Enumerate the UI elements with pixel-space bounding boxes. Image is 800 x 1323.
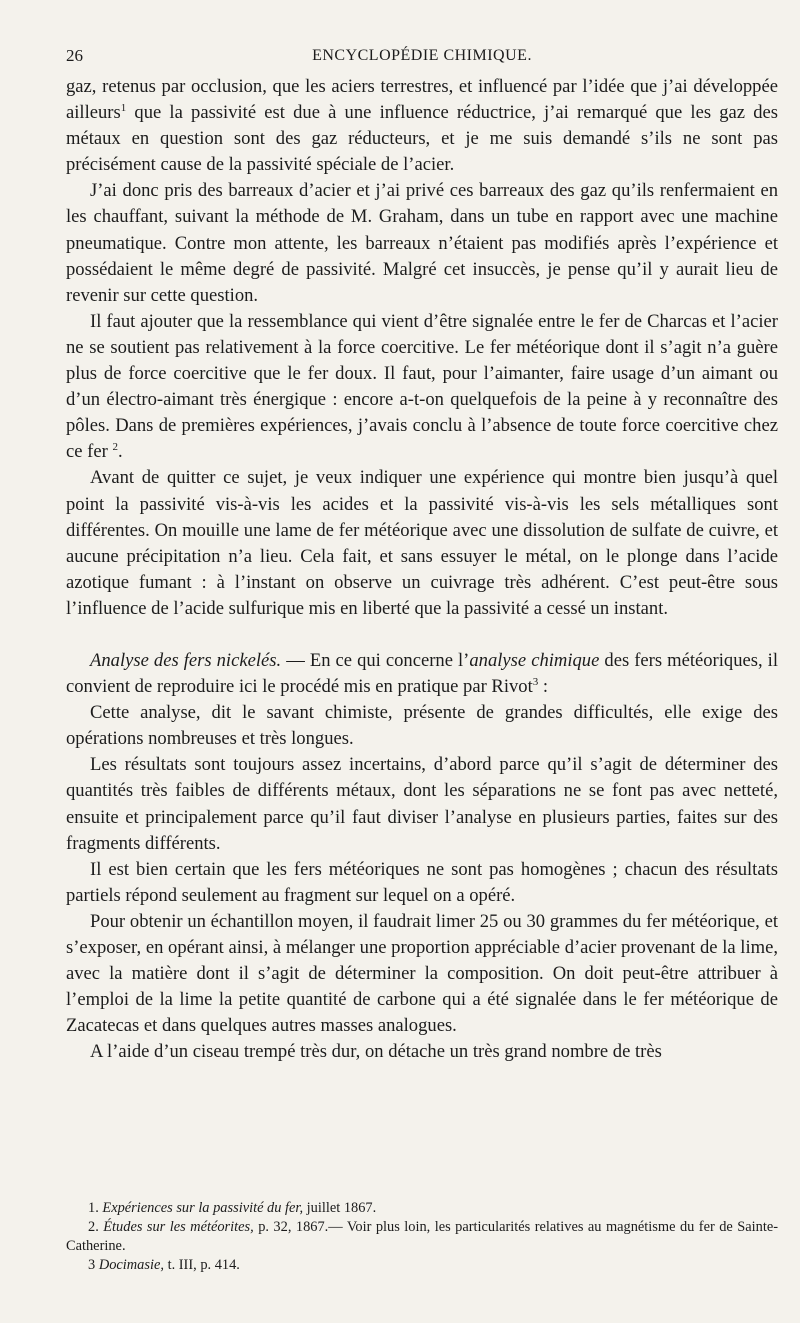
section-analyse-fers-nickeles: Analyse des fers nickelés. — En ce qui concerne l’analyse chimique des fers météoriques, il convient de reproduire ici le procédé mis en pratique par Rivot$^3$ : xyxy=(66,649,779,698)
footnote-ref-2[interactable]: 2 xyxy=(112,441,118,454)
running-title: ENCYCLOPÉDIE CHIMIQUE. xyxy=(312,47,532,64)
footnote-1: 1. Expériences sur la passivité du fer, juillet 1867. xyxy=(88,1200,377,1216)
body-text xyxy=(66,74,778,1065)
paragraph-8: Il est bien certain que les fers météoriques ne sont pas homogènes ; chacun des résultats partiels répond seulement au fragment sur lequel on a opéré. xyxy=(66,858,778,906)
section-heading: Analyse des fers nickelés. xyxy=(90,649,282,671)
page-number: 26 xyxy=(66,46,83,65)
paragraph-7: Les résultats sont toujours assez incertains, d’abord parce qu’il s’agit de déterminer des quantités très faibles de différents métaux, dont les séparations ne se font pas avec netteté, ensuite et principalement parce qu’il faut diviser l’analyse en plusieurs parties, faites sur des fragments différents. xyxy=(66,754,778,854)
paragraph-3: Il faut ajouter que la ressemblance qui vient d’être signalée entre le fer de Charcas et l’acier ne se soutient pas relativement à la force coercitive. Le fer météorique dont il s’agit n’a guère plus de force coercitive que le fer doux. Il faut, pour l’aimanter, faire usage d’un aimant ou d’un électro-aimant très énergique : encore a-t-on quelquefois de la peine à y reconnaître des pôles. Dans de premières expériences, j’avais conclu à l’absence de toute force coercitive chez ce fer $^2$. xyxy=(66,310,778,463)
footnote-ref-3[interactable]: 3 xyxy=(532,675,539,688)
paragraph-6: Cette analyse, dit le savant chimiste, présente de grandes difficultés, elle exige des opérations nombreuses et très longues. xyxy=(66,702,778,750)
paragraph-4: Avant de quitter ce sujet, je veux indiquer une expérience qui montre bien jusqu’à quel point la passivité vis-à-vis les acides et la passivité vis-à-vis les sels métalliques sont différentes. On mouille une lame de fer météorique avec une dissolution de sulfate de cuivre, et aucune précipitation n’a lieu. Cela fait, et sans essuyer le métal, on le plonge dans l’acide azotique fumant : à l’instant on observe un cuivrage très adhérent. C’est peut-être sous l’influence de l’acide sulfurique mis en liberté que la passivité a cessé un instant. xyxy=(66,467,778,619)
footnote-3: 3 Docimasie, t. III, p. 414. xyxy=(88,1257,240,1273)
page-header xyxy=(66,46,778,72)
footnotes xyxy=(66,1199,778,1275)
paragraph-1: gaz, retenus par occlusion, que les aciers terrestres, et influencé par l’idée que j’ai développée ailleurs$^1$ que la passivité est due à une influence réductrice, j’ai remarqué que les gaz des métaux en question sont des gaz réducteurs, et je me suis demandé s’ils ne sont pas précisément cause de la passivité spéciale de l’acier. xyxy=(66,76,778,176)
footnote-ref-1[interactable]: 1 xyxy=(120,101,127,114)
paragraph-10: A l’aide d’un ciseau trempé très dur, on détache un très grand nombre de très xyxy=(90,1041,662,1063)
paragraph-2: J’ai donc pris des barreaux d’acier et j’ai privé ces barreaux des gaz qu’ils renfermaient en les chauffant, suivant la méthode de M. Graham, dans un tube en rapport avec une machine pneumatique. Contre mon attente, les barreaux n’étaient pas modifiés après l’expérience et possédaient le même degré de passivité. Malgré cet insuccès, je pense qu’il y aurait lieu de revenir sur cette question. xyxy=(66,180,778,306)
paragraph-9: Pour obtenir un échantillon moyen, il faudrait limer 25 ou 30 grammes du fer météorique, et s’exposer, en opérant ainsi, à mélanger une proportion appréciable d’acier provenant de la lime, avec la matière dont il s’agit de déterminer la composition. On doit peut-être attribuer à l’emploi de la lime la petite quantité de carbone qui a été signalée dans le fer météorique de Zacatecas et dans quelques autres masses analogues. xyxy=(66,910,778,1037)
footnote-2: 2. Études sur les météorites, p. 32, 1867.— Voir plus loin, les particularités relatives au magnétisme du fer de Sainte-Catherine. xyxy=(66,1219,779,1254)
